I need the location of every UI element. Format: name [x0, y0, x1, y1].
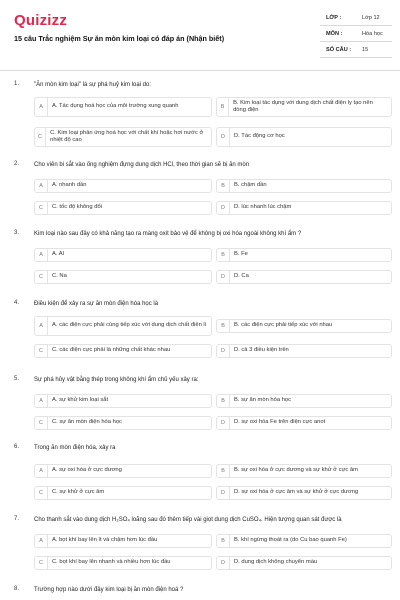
- option-b[interactable]: [216, 319, 392, 333]
- option-text: B. sự ăn mòn hóa học: [234, 397, 292, 404]
- question-text: Trong ăn mòn điện hóa, xảy ra: [34, 445, 116, 451]
- question-item: [0, 586, 400, 598]
- option-letter: A: [35, 180, 48, 192]
- option-text: A. các điện cực phải cùng tiếp xúc với dung dịch chất điện li: [52, 322, 206, 329]
- page-header: [0, 0, 400, 72]
- option-a[interactable]: [34, 248, 212, 262]
- option-d[interactable]: [216, 416, 392, 430]
- meta-value: 15: [362, 46, 369, 53]
- option-text: D. dung dịch không chuyển màu: [234, 559, 318, 566]
- option-text: A. sự oxi hóa ở cực dương: [52, 467, 122, 474]
- question-text: Kim loại nào sau đây có khả năng tạo ra màng oxit bảo vệ để không bị oxi hóa ngoài không khí ẩm ?: [34, 231, 302, 237]
- option-b[interactable]: [216, 534, 392, 548]
- question-number: 6.: [14, 444, 20, 450]
- option-a[interactable]: [34, 464, 212, 478]
- option-d[interactable]: [216, 556, 392, 570]
- option-letter: C: [35, 202, 48, 214]
- option-a[interactable]: [34, 394, 212, 408]
- question-item: [0, 376, 400, 436]
- option-text: A. nhanh dần: [52, 182, 87, 189]
- option-letter: B: [217, 320, 230, 332]
- meta-value: Hóa học: [362, 30, 383, 37]
- option-text: A. Tác dụng hoá học của môi trường xung quanh: [52, 103, 179, 110]
- option-letter: C: [35, 487, 48, 499]
- option-d[interactable]: [216, 486, 392, 500]
- option-c[interactable]: [34, 556, 212, 570]
- option-text: B. sự oxi hóa ở cực dương và sự khử ở cực âm: [234, 467, 358, 474]
- option-letter: C: [35, 271, 48, 283]
- option-d[interactable]: [216, 127, 392, 147]
- option-letter: D: [217, 202, 230, 214]
- option-text: C. Kim loại phản ứng hoá học với chất khí hoặc hơi nước ở nhiệt độ cao: [50, 129, 204, 143]
- option-letter: A: [35, 535, 48, 547]
- option-text: D. lúc nhanh lúc chậm: [234, 204, 292, 211]
- option-b[interactable]: [216, 394, 392, 408]
- option-b[interactable]: [216, 248, 392, 262]
- option-a[interactable]: [34, 179, 212, 193]
- option-b[interactable]: [216, 97, 392, 117]
- option-letter: B: [217, 465, 230, 477]
- option-letter: B: [217, 395, 230, 407]
- option-d[interactable]: [216, 201, 392, 215]
- meta-row-count: [320, 42, 392, 58]
- question-text: Điều kiện để xảy ra sự ăn mòn điện hóa học là: [34, 301, 159, 307]
- option-text: D. Ca: [234, 273, 249, 280]
- question-item: [0, 81, 400, 153]
- option-letter: C: [35, 417, 48, 429]
- option-text: C. bọt khí bay lên nhanh và nhiều hơn lúc đầu: [52, 559, 171, 566]
- option-c[interactable]: [34, 201, 212, 215]
- question-number: 5.: [14, 376, 20, 382]
- option-letter: A: [35, 98, 48, 116]
- option-text: C. sự khử ở cực âm: [52, 489, 105, 496]
- option-text: C. Na: [52, 273, 67, 280]
- option-text: C. các điện cực phải là những chất khác nhau: [52, 347, 171, 354]
- option-letter: D: [217, 417, 230, 429]
- question-number: 1.: [14, 81, 20, 87]
- option-text: B. khí ngừng thoát ra (do Cu bao quanh Fe): [234, 537, 347, 544]
- option-letter: A: [35, 249, 48, 261]
- option-text: D. cả 3 điều kiện trên: [234, 347, 289, 354]
- question-number: 8.: [14, 586, 20, 592]
- question-number: 7.: [14, 516, 20, 522]
- option-c[interactable]: [34, 270, 212, 284]
- question-item: [0, 300, 400, 370]
- option-letter: D: [217, 557, 230, 569]
- option-letter: A: [35, 317, 48, 335]
- option-text: B. Fe: [234, 251, 248, 258]
- option-letter: B: [217, 535, 230, 547]
- meta-label: MÔN :: [326, 30, 343, 37]
- option-letter: A: [35, 465, 48, 477]
- question-item: [0, 516, 400, 582]
- meta-row-subject: [320, 26, 392, 42]
- option-d[interactable]: [216, 344, 392, 358]
- option-text: C. sự ăn mòn điện hóa học: [52, 419, 122, 426]
- option-letter: B: [217, 180, 230, 192]
- option-letter: B: [217, 98, 229, 116]
- option-text: B. Kim loại tác dụng với dung dịch chất điện ly tạo nên dòng điện: [233, 99, 373, 113]
- question-text: Cho thanh sắt vào dung dịch H₂SO₄ loãng sau đó thêm tiếp vài giọt dung dịch CuSO₄. Hiện tượng quan sát được là: [34, 517, 342, 523]
- option-text: A. sự khử kim loại sắt: [52, 397, 109, 404]
- question-number: 2.: [14, 161, 20, 167]
- option-letter: C: [35, 345, 48, 357]
- option-text: D. sự oxi hóa Fe trên điện cực anot: [234, 419, 326, 426]
- option-letter: A: [35, 395, 48, 407]
- question-text: Trường hợp nào dưới đây kim loại bị ăn mòn điện hoá ?: [34, 587, 184, 593]
- option-text: A. bọt khí bay lên ít và chậm hơn lúc đầu: [52, 537, 158, 544]
- option-b[interactable]: [216, 179, 392, 193]
- question-number: 3.: [14, 230, 20, 236]
- option-c[interactable]: [34, 486, 212, 500]
- meta-value: Lớp 12: [362, 14, 380, 21]
- option-letter: C: [35, 557, 48, 569]
- meta-row-class: [320, 10, 392, 26]
- option-text: C. tốc độ không đổi: [52, 204, 102, 211]
- question-number: 4.: [14, 300, 20, 306]
- question-item: [0, 444, 400, 504]
- header-divider: [0, 70, 400, 71]
- question-text: "Ăn mòn kim loại" là sự phá huỷ kim loại do:: [34, 82, 151, 88]
- quiz-meta: [320, 10, 392, 58]
- option-c[interactable]: [34, 344, 212, 358]
- question-item: [0, 161, 400, 221]
- quizizz-logo: Quizizz: [14, 12, 68, 29]
- quiz-title: 15 câu Trắc nghiệm Sự ăn mòn kim loại có đáp án (Nhận biết): [14, 34, 225, 43]
- option-b[interactable]: [216, 464, 392, 478]
- option-a[interactable]: [34, 97, 212, 117]
- option-d[interactable]: [216, 270, 392, 284]
- option-letter: B: [217, 249, 230, 261]
- option-c[interactable]: [34, 416, 212, 430]
- question-item: [0, 230, 400, 290]
- option-letter: D: [217, 345, 230, 357]
- option-text: D. Tác động cơ học: [234, 133, 285, 140]
- meta-label: LỚP :: [326, 14, 342, 21]
- option-text: D. sự oxi hóa ở cực âm và sự khử ở cực dương: [234, 489, 359, 496]
- option-a[interactable]: [34, 316, 212, 336]
- question-text: Sự phá hủy vật bằng thép trong không khí ẩm chủ yếu xảy ra:: [34, 377, 199, 383]
- option-text: B. các điện cực phải tiếp xúc với nhau: [234, 322, 333, 329]
- option-c[interactable]: [34, 127, 212, 147]
- option-a[interactable]: [34, 534, 212, 548]
- meta-label: SỐ CÂU :: [326, 46, 352, 53]
- option-letter: D: [217, 487, 230, 499]
- option-letter: D: [217, 128, 230, 146]
- option-text: B. chậm dần: [234, 182, 267, 189]
- option-letter: D: [217, 271, 230, 283]
- option-letter: C: [35, 128, 46, 146]
- option-text: A. Al: [52, 251, 64, 258]
- question-text: Cho viên bi sắt vào ống nghiệm đựng dung dịch HCl, theo thời gian sẽ bị ăn mòn: [34, 162, 250, 168]
